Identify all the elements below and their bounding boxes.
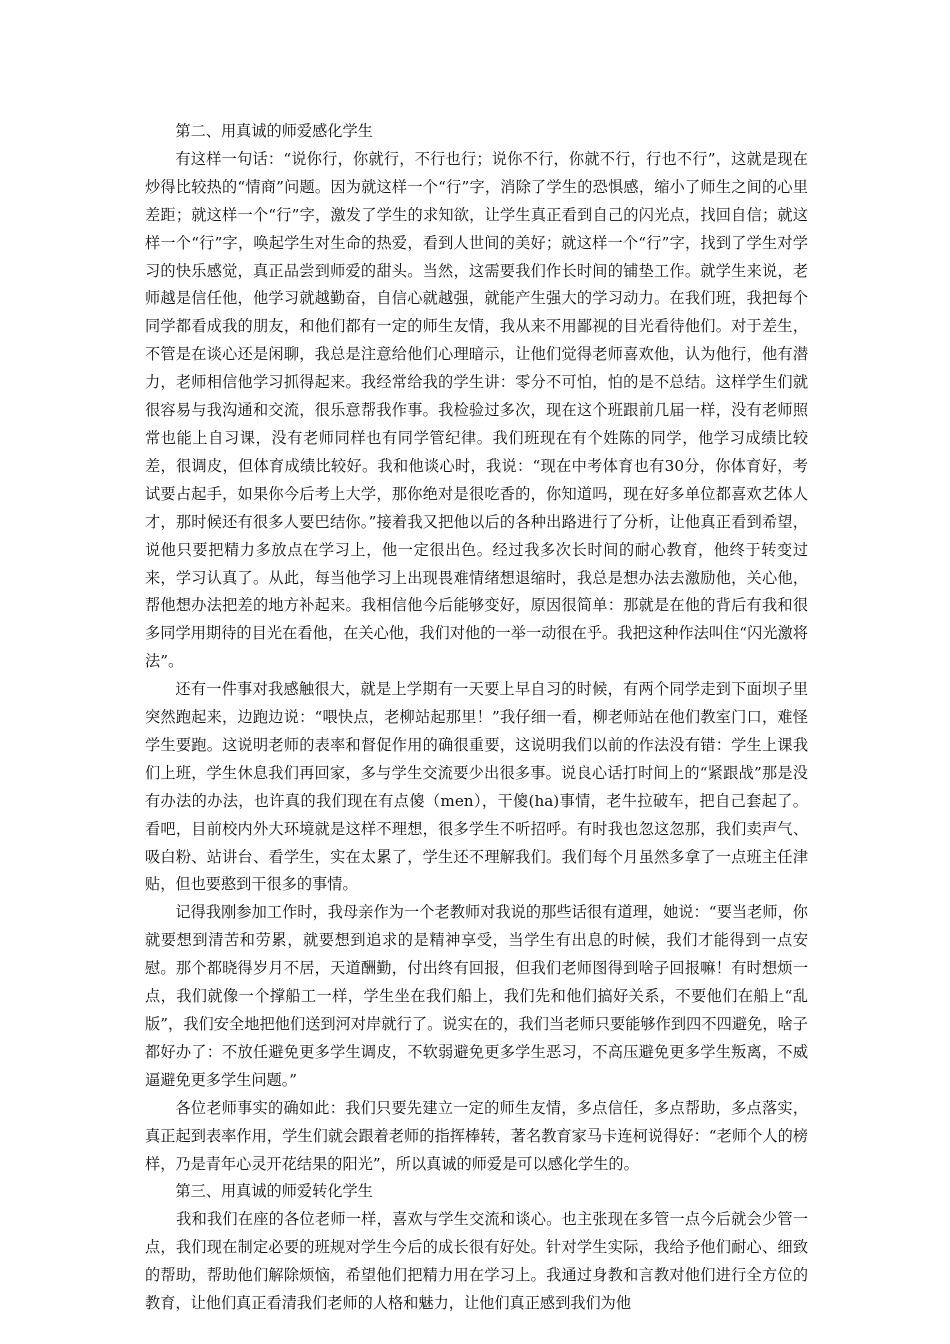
section-heading-3: 第三、用真诚的师爱转化学生: [175, 1182, 373, 1201]
document-page: [145, 118, 808, 1318]
paragraph-4: 各位老师事实的确如此：我们只要先建立一定的师生友情，多点信任，多点帮助，多点落实，真正起到表率作用，学生们就会跟着老师的指挥棒转，著名教育家马卡连柯说得好：“老师个人的榜样，乃是青年心灵开花结果的阳光”，所以真诚的师爱是可以感化学生的。: [145, 1098, 808, 1173]
section-heading-2: 第二、用真诚的师爱感化学生: [175, 122, 373, 140]
paragraph-1: 有这样一句话：“说你行，你就行，不行也行；说你不行，你就不行，行也不行”，这就是现在炒得比较热的“情商”问题。因为就这样一个“行”字，消除了学生的恐惧感，缩小了师生之间的心里差距；就这样一个“行”字，激发了学生的求知欲，让学生真正看到自己的闪光点，找回自信；就这样一个“行”字，唤起学生对生命的热爱，看到人世间的美好；就这样一个“行”字，找到了学生对学习的快乐感觉，真正品尝到师爱的甜头。当然，这需要我们作长时间的铺垫工作。就学生来说，老师越是信任他，他学习就越勤奋，自信心就越强，就能产生强大的学习动力。在我们班，我把每个同学都看成我的朋友，和他们都有一定的师生友情，我从来不用鄙视的目光看待他们。对于差生，不管是在谈心还是闲聊，我总是注意给他们心理暗示，让他们觉得老师喜欢他，认为他行，他有潜力，老师相信他学习抓得起来。我经常给我的学生讲：零分不可怕，怕的是不总结。这样学生们就很容易与我沟通和交流，很乐意帮我作事。我检验过多次，现在这个班跟前几届一样，没有老师照常也能上自习课，没有老师同样也有同学管纪律。我们班现在有个姓陈的同学，他学习成绩比较差，很调皮，但体育成绩比较好。我和他谈心时，我说：“现在中考体育也有30分，你体育好，考试要占起手，如果你今后考上大学，那你绝对是很吃香的，你知道吗，现在好多单位都喜欢艺体人才，那时候还有很多人要巴结你。”接着我又把他以后的各种出路进行了分析，让他真正看到希望，说他只要把精力多放点在学习上，他一定很出色。经过我多次长时间的耐心教育，他终于转变过来，学习认真了。从此，每当他学习上出现畏难情绪想退缩时，我总是想办法去激励他，关心他，帮他想办法把差的地方补起来。我相信他今后能够变好，原因很简单：那就是在他的背后有我和很多同学用期待的目光在看他，在关心他，我们对他的一举一动很在乎。我把这种作法叫住“闪光激将法”。: [145, 149, 808, 671]
paragraph-3: 记得我刚参加工作时，我母亲作为一个老教师对我说的那些话很有道理，她说：“要当老师，你就要想到清苦和劳累，就要想到追求的是精神享受，当学生有出息的时候，我们才能得到一点安慰。那个都晓得岁月不居，天道酬勤，付出终有回报，但我们老师图得到啥子回报嘛！有时想烦一点，我们就像一个撑船工一样，学生坐在我们船上，我们先和他们搞好关系，不要他们在船上“乱版”，我们安全地把他们送到河对岸就行了。说实在的，我们当老师只要能够作到四不四避免，啥子都好办了：不放任避免更多学生调皮，不软弱避免更多学生恶习，不高压避免更多学生叛离，不威逼避免更多学生问题。”: [145, 903, 808, 1089]
paragraph-2: 还有一件事对我感触很大，就是上学期有一天要上早自习的时候，有两个同学走到下面坝子里突然跑起来，边跑边说：“喂快点，老柳站起那里！”我仔细一看，柳老师站在他们教室门口，难怪学生要跑。这说明老师的表率和督促作用的确很重要，这说明我们以前的作法没有错：学生上课我们上班，学生休息我们再回家，多与学生交流要少出很多事。说良心话打时间上的“紧跟战”那是没有办法的办法，也许真的我们现在有点傻（men），干傻(ha)事情，老牛拉破车，把自己套起了。看吧，目前校内外大环境就是这样不理想，很多学生不听招呼。有时我也忽这忽那，我们卖声气、吸白粉、站讲台、看学生，实在太累了，学生还不理解我们。我们每个月虽然多拿了一点班主任津贴，但也要憨到干很多的事情。: [145, 680, 808, 894]
paragraph-5: 我和我们在座的各位老师一样，喜欢与学生交流和谈心。也主张现在多管一点今后就会少管一点，我们现在制定必要的班规对学生今后的成长很有好处。针对学生实际，我给予他们耐心、细致的帮助，帮助他们解除烦恼，希望他们把精力用在学习上。我通过身教和言教对他们进行全方位的教育，让他们真正看清我们老师的人格和魅力，让他们真正感到我们为他: [145, 1210, 808, 1313]
